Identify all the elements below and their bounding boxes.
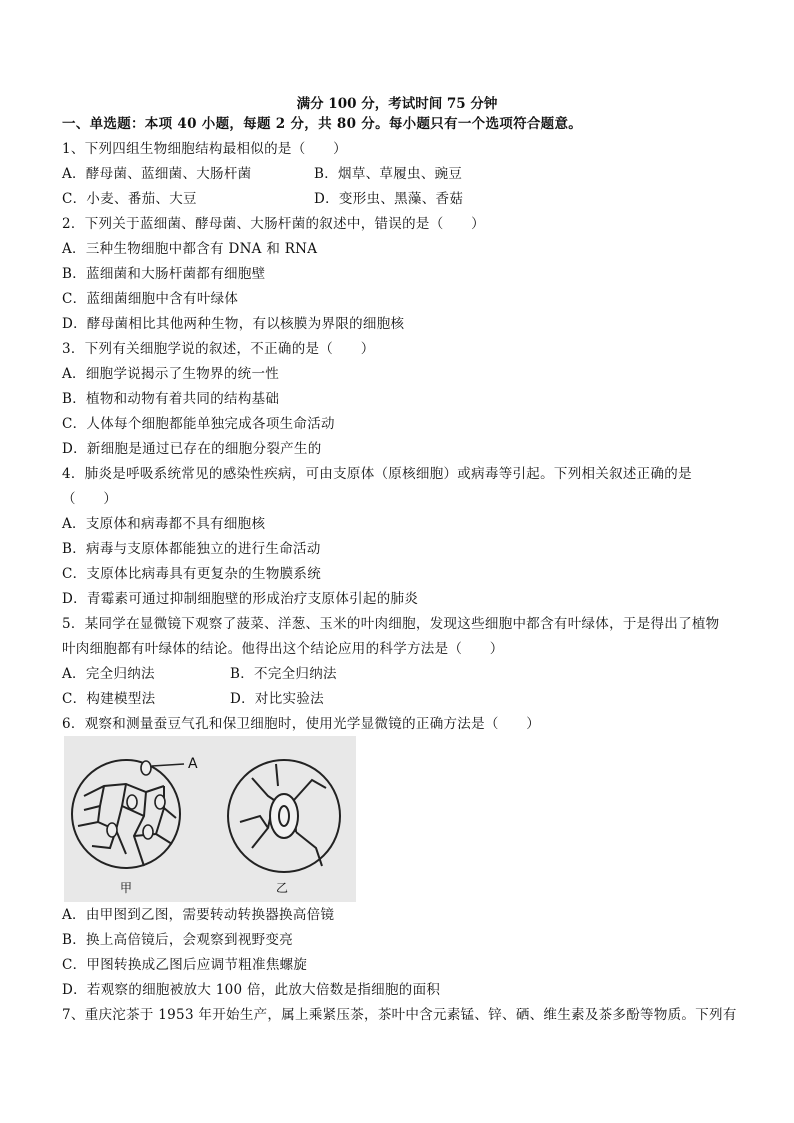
figure-label-yi: 乙	[276, 881, 289, 895]
question-1-option-b: B．烟草、草履虫、豌豆	[314, 166, 463, 182]
question-2-option-b: B．蓝细菌和大肠杆菌都有细胞壁	[62, 266, 266, 282]
question-4-option-d: D．青霉素可通过抑制细胞壁的形成治疗支原体引起的肺炎	[62, 591, 419, 607]
question-5-option-c: C．构建模型法	[62, 691, 156, 707]
question-6-option-b: B．换上高倍镜后，会观察到视野变亮	[62, 932, 294, 948]
question-2-stem: 2．下列关于蓝细菌、酵母菌、大肠杆菌的叙述中，错误的是（ ）	[62, 216, 485, 232]
question-3-option-c: C．人体每个细胞都能单独完成各项生命活动	[62, 416, 335, 432]
question-6-option-d: D．若观察的细胞被放大 100 倍，此放大倍数是指细胞的面积	[62, 982, 441, 998]
question-6-option-c: C．甲图转换成乙图后应调节粗准焦螺旋	[62, 957, 308, 973]
question-1-option-a: A．酵母菌、蓝细菌、大肠杆菌	[62, 166, 252, 182]
question-4-stem: 4．肺炎是呼吸系统常见的感染性疾病，可由支原体（原核细胞）或病毒等引起。下列相关叙述正确的是	[62, 466, 692, 482]
question-5-stem: 5．某同学在显微镜下观察了菠菜、洋葱、玉米的叶肉细胞，发现这些细胞中都含有叶绿体，于是得出了植物	[62, 616, 720, 632]
question-3-option-a: A．细胞学说揭示了生物界的统一性	[62, 366, 280, 382]
question-4-option-a: A．支原体和病毒都不具有细胞核	[62, 516, 266, 532]
exam-info: 满分 100 分，考试时间 75 分钟	[296, 96, 498, 112]
question-5-option-b: B．不完全归纳法	[230, 666, 337, 682]
question-6-option-a: A．由甲图到乙图，需要转动转换器换高倍镜	[62, 907, 335, 923]
question-6-stem: 6．观察和测量蚕豆气孔和保卫细胞时，使用光学显微镜的正确方法是（ ）	[62, 716, 541, 732]
question-5-option-a: A．完全归纳法	[62, 666, 155, 682]
question-3-option-b: B．植物和动物有着共同的结构基础	[62, 391, 280, 407]
question-5-option-d: D．对比实验法	[230, 691, 324, 707]
question-3-stem: 3．下列有关细胞学说的叙述，不正确的是（ ）	[62, 341, 375, 357]
question-1-option-d: D．变形虫、黑藻、香菇	[314, 191, 464, 207]
question-3-option-d: D．新细胞是通过已存在的细胞分裂产生的	[62, 441, 322, 457]
question-4-option-c: C．支原体比病毒具有更复杂的生物膜系统	[62, 566, 322, 582]
question-1-option-c: C．小麦、番茄、大豆	[62, 191, 197, 207]
question-7-stem: 7、重庆沱茶于 1953 年开始生产，属上乘紧压茶，茶叶中含元素锰、锌、硒、维生素及茶多酚等物质。下列有	[62, 1007, 737, 1023]
question-2-option-a: A．三种生物细胞中都含有 DNA 和 RNA	[62, 241, 318, 257]
question-4-option-b: B．病毒与支原体都能独立的进行生命活动	[62, 541, 321, 557]
figure-label-a: A	[188, 756, 198, 772]
figure-label-jia: 甲	[120, 881, 133, 895]
question-5-stem-cont: 叶肉细胞都有叶绿体的结论。他得出这个结论应用的科学方法是（ ）	[62, 641, 504, 657]
microscope-figure	[64, 736, 356, 902]
question-4-stem-cont: （ ）	[62, 491, 118, 507]
question-1-stem: 1、下列四组生物细胞结构最相似的是（ ）	[62, 141, 347, 157]
question-2-option-d: D．酵母菌相比其他两种生物，有以核膜为界限的细胞核	[62, 316, 405, 332]
question-2-option-c: C．蓝细菌细胞中含有叶绿体	[62, 291, 239, 307]
section-title: 一、单选题：本项 40 小题，每题 2 分，共 80 分。每小题只有一个选项符合题意。	[62, 116, 583, 132]
